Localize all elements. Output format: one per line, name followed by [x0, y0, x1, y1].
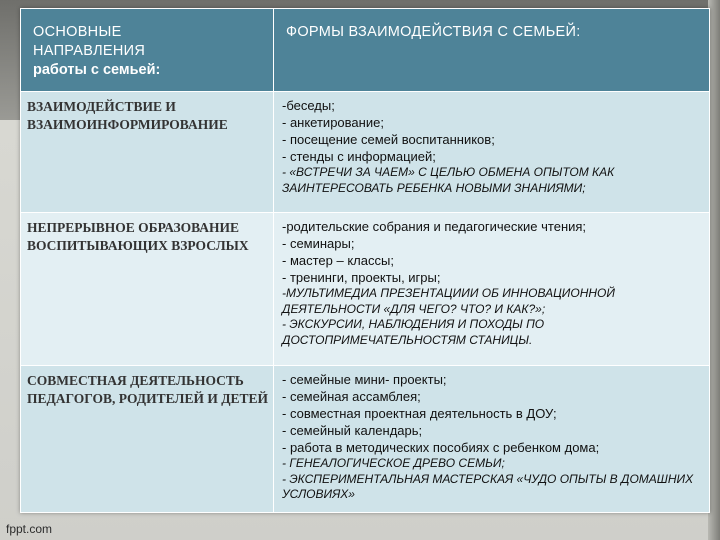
family-work-table: [20, 8, 710, 513]
form-item: - совместная проектная деятельность в ДОУ;: [282, 406, 557, 421]
form-item: - анкетирование;: [282, 115, 384, 130]
forms-list: [274, 366, 709, 503]
forms-list: [274, 92, 709, 196]
header-directions-line1: ОСНОВНЫЕ: [33, 24, 122, 40]
form-item: - работа в методических пособиях с ребенком дома;: [282, 440, 600, 455]
form-item: - ЭКСПЕРИМЕНТАЛЬНАЯ МАСТЕРСКАЯ «ЧУДО ОПЫТЫ В ДОМАШНИХ УСЛОВИЯХ»: [282, 471, 694, 501]
direction-label: ВЗАИМОДЕЙСТВИЕ И ВЗАИМОИНФОРМИРОВАНИЕ: [27, 99, 228, 132]
table-header-row: [21, 9, 710, 92]
form-item: - семейный календарь;: [282, 423, 423, 438]
header-forms: [274, 9, 710, 92]
table-row: [21, 92, 710, 213]
form-item: - стенды с информацией;: [282, 149, 436, 164]
direction-cell: [21, 92, 274, 213]
watermark-footer: fppt.com: [6, 522, 53, 536]
form-item: -родительские собрания и педагогические чтения;: [282, 219, 587, 234]
direction-cell: [21, 366, 274, 513]
table-row: [21, 366, 710, 513]
form-item: - ГЕНЕАЛОГИЧЕСКОЕ ДРЕВО СЕМЬИ;: [282, 456, 505, 470]
header-forms-title: ФОРМЫ ВЗАИМОДЕЙСТВИЯ С СЕМЬЕЙ:: [286, 24, 581, 40]
form-item: - ЭКСКУРСИИ, НАБЛЮДЕНИЯ И ПОХОДЫ ПО ДОСТОПРИМЕЧАТЕЛЬНОСТЯМ СТАНИЦЫ.: [282, 317, 545, 347]
header-directions-line3: работы с семьей:: [33, 62, 161, 78]
form-item: -МУЛЬТИМЕДИА ПРЕЗЕНТАЦИИИ ОБ ИННОВАЦИОННОЙ ДЕЯТЕЛЬНОСТИ «ДЛЯ ЧЕГО? ЧТО? И КАК?»;: [282, 286, 615, 316]
form-item: -беседы;: [282, 98, 335, 113]
form-item: - «ВСТРЕЧИ ЗА ЧАЕМ» С ЦЕЛЬЮ ОБМЕНА ОПЫТОМ КАК ЗАИНТЕРЕСОВАТЬ РЕБЕНКА НОВЫМИ ЗНАНИЯМИ;: [282, 165, 615, 195]
forms-cell: [274, 366, 710, 513]
forms-list: [274, 213, 709, 348]
direction-label: НЕПРЕРЫВНОЕ ОБРАЗОВАНИЕ ВОСПИТЫВАЮЩИХ ВЗРОСЛЫХ: [27, 220, 249, 253]
header-directions-line2: НАПРАВЛЕНИЯ: [33, 43, 146, 59]
form-item: - посещение семей воспитанников;: [282, 132, 495, 147]
form-item: - мастер – классы;: [282, 253, 394, 268]
header-directions: [21, 9, 274, 92]
form-item: - семинары;: [282, 236, 355, 251]
forms-cell: [274, 213, 710, 366]
form-item: - семейные мини- проекты;: [282, 372, 447, 387]
form-item: - семейная ассамблея;: [282, 389, 421, 404]
direction-label: СОВМЕСТНАЯ ДЕЯТЕЛЬНОСТЬ ПЕДАГОГОВ, РОДИТЕЛЕЙ И ДЕТЕЙ: [27, 373, 269, 406]
forms-cell: [274, 92, 710, 213]
direction-cell: [21, 213, 274, 366]
table-row: [21, 213, 710, 366]
form-item: - тренинги, проекты, игры;: [282, 270, 441, 285]
